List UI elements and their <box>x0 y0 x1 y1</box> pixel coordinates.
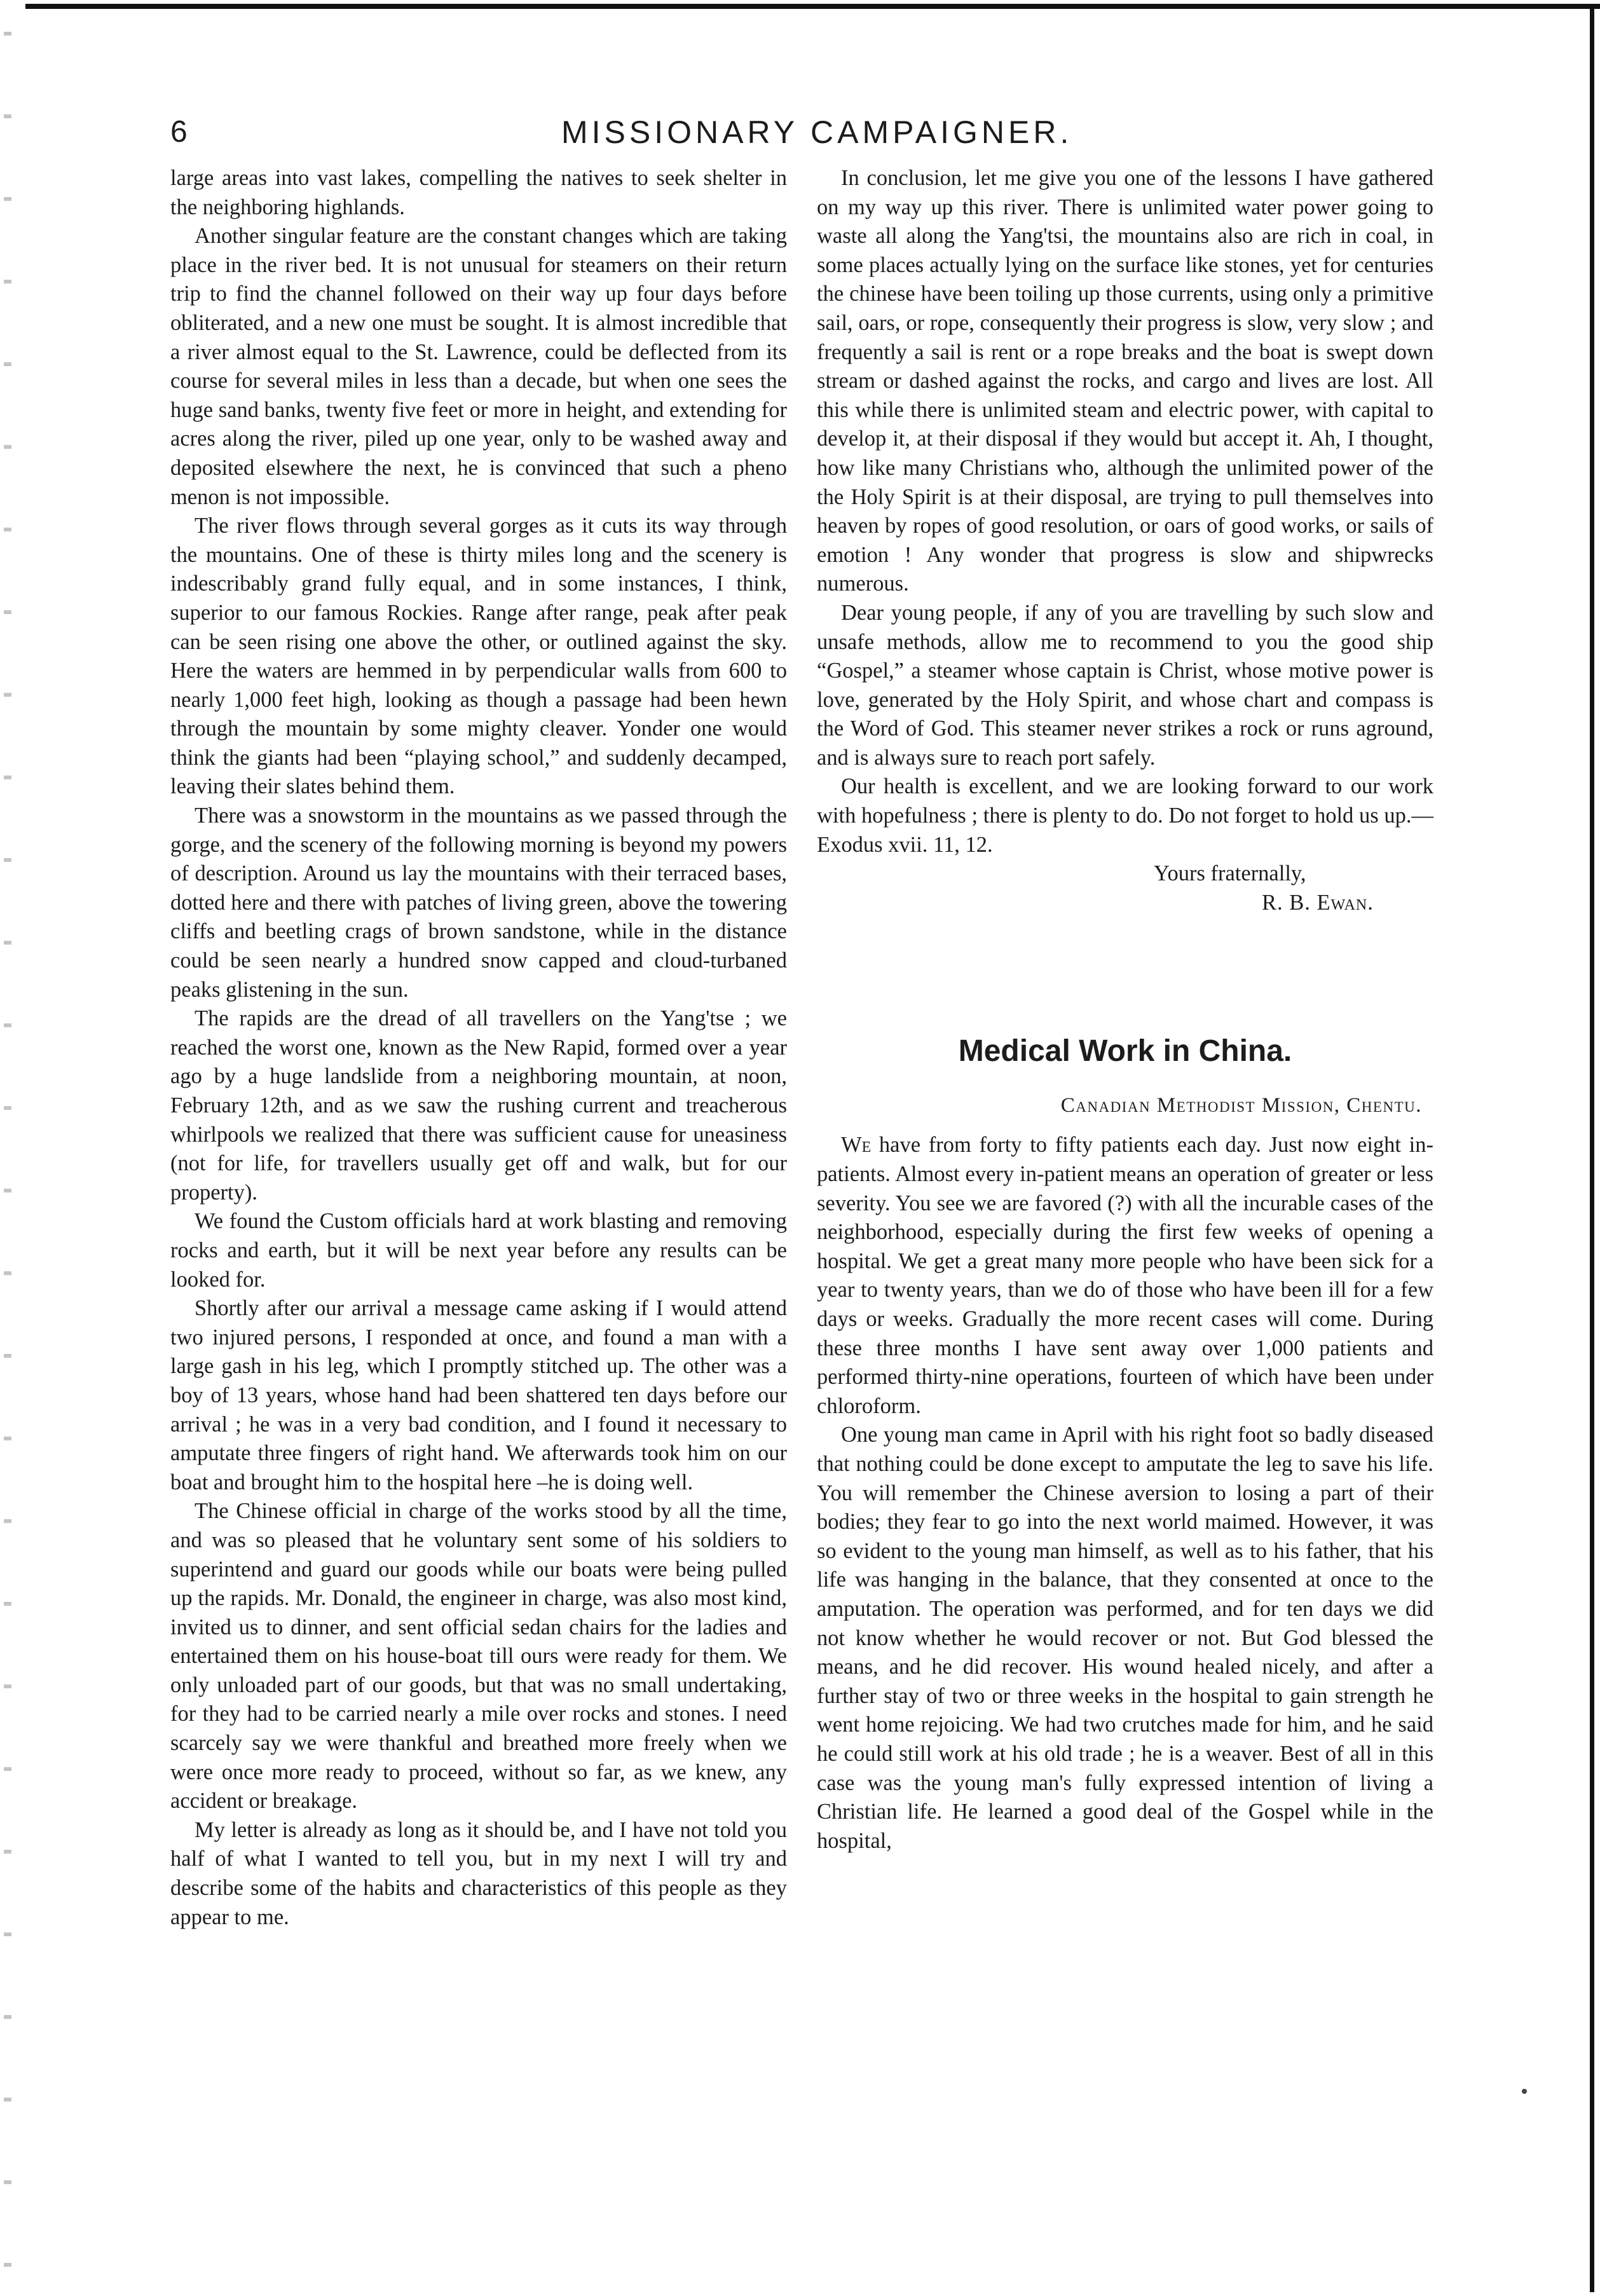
scan-speck <box>1522 2089 1527 2094</box>
journal-title: MISSIONARY CAMPAIGNER. <box>561 114 1073 150</box>
letter-continuation: large areas into vast lakes, compelling the natives to seek shelter in the neighboring highlands. <box>170 166 787 219</box>
page-number: 6 <box>170 115 188 149</box>
letter-signature: R. B. Ewan. <box>1262 890 1374 915</box>
letter-paragraph: Shortly after our arrival a message came asking if I would attend two injured persons, I responded at once, and found a man with a large gash in his leg, which I promptly stitched up. The other was a boy of 13 years, whose hand had been shattered ten days before our arrival ; he was in a very bad condition, and I found it necessary to amputate three fingers of right hand. We afterwards took him on our boat and brought him to the hospital here –he is doing well. <box>170 1296 787 1494</box>
letter-paragraph: We found the Custom officials hard at work blasting and removing rocks and earth, but it will be next year before any results can be looked for. <box>170 1209 787 1292</box>
lead-word: We <box>841 1133 872 1158</box>
letter-paragraph: Our health is excellent, and we are looking forward to our work with hopefulness ; there is plenty to do. Do not forget to hold us up.—Exodus xvii. 11, 12. <box>817 774 1433 857</box>
right-border-rule <box>1590 4 1594 2292</box>
letter-paragraph: My letter is already as long as it should be, and I have not told you half of what I wanted to tell you, but in my next I will try and describe some of the habits and characteristics of this people as they appear to me. <box>170 1817 787 1929</box>
letter-paragraph: Dear young people, if any of you are travelling by such slow and unsafe methods, allow me to recommend to you the good ship “Gospel,” a steamer whose captain is Christ, whose motive power is love, generated by the Holy Spirit, and whose chart and compass is the Word of God. This steamer never strikes a rock or runs aground, and is always sure to reach port safely. <box>817 600 1433 770</box>
letter-paragraph: The rapids are the dread of all travellers on the Yang'tse ; we reached the worst one, known as the New Rapid, formed over a year ago by a huge landslide from a neighboring mountain, at noon, February 12th, and as we saw the rushing current and treacherous whirlpools we realized that there was sufficient cause for uneasiness (not for life, for travellers usually get off and walk, but for our property). <box>170 1006 787 1205</box>
scan-margin-specks <box>4 6 11 2282</box>
top-border-rule <box>25 4 1600 9</box>
article-paragraph: One young man came in April with his right foot so badly diseased that nothing could be done except to amputate the leg to save his life. You will remember the Chinese aversion to losing a part of their bodies; they fear to go into the next world maimed. However, it was so evident to the young man himself, as well as to his father, that his life was hanging in the balance, that they consented at once to the amputation. The operation was performed, and for ten days we did not know whether he would recover or not. But God blessed the means, and he did recover. His wound healed nicely, and after a further stay of two or three weeks in the hospital to gain strength he went home rejoicing. We had two crutches made for him, and he said he could still work at his old trade ; he is a weaver. Best of all in this case was the young man's fully expressed intention of living a Christian life. He learned a good deal of the Gospel while in the hospital, <box>817 1423 1433 1853</box>
left-column <box>170 164 787 1932</box>
letter-paragraph: In conclusion, let me give you one of the lessons I have gathered on my way up this river. There is unlimited water power going to waste all along the Yang'tsi, the mountains also are rich in coal, in some places actually lying on the surface like stones, yet for centuries the chinese have been toiling up those currents, using only a primitive sail, oars, or rope, consequently their progress is slow, very slow ; and frequently a sail is rent or a rope breaks and the boat is swept down stream or dashed against the rocks, and cargo and lives are lost. All this while there is unlimited steam and electric power, with capital to develop it, at their disposal if they would but accept it. Ah, I thought, how like many Christians who, although the unlimited power of the the Holy Spirit is at their disposal, are trying to pull themselves into heaven by ropes of good resolution, or oars of good works, or sails of emotion ! Any wonder that progress is slow and shipwrecks numerous. <box>817 166 1433 596</box>
article-byline: Canadian Methodist Mission, Chentu. <box>1060 1094 1422 1117</box>
letter-paragraph: There was a snowstorm in the mountains as we passed through the gorge, and the scenery of the following morning is beyond my powers of description. Around us lay the mountains with their terraced bases, dotted here and there with patches of living green, above the towering cliffs and beetling crags of brown sandstone, while in the distance could be seen nearly a hundred snow capped and cloud-turbaned peaks glistening in the sun. <box>170 803 787 1002</box>
running-head <box>170 107 1073 158</box>
article-first-paragraph <box>817 1131 1433 1421</box>
right-column <box>817 164 1433 1855</box>
letter-paragraph: The river flows through several gorges as it cuts its way through the mountains. One of these is thirty miles long and the scenery is indescribably grand fully equal, and in some instances, I think, superior to our famous Rockies. Range after range, peak after peak can be seen rising one above the other, or outlined against the sky. Here the waters are hemmed in by perpendicular walls from 600 to nearly 1,000 feet high, looking as though a passage had been hewn through the mountain by some mighty cleaver. Yonder one would think the giants had been “playing school,” and suddenly decamped, leaving their slates behind them. <box>170 514 787 799</box>
letter-valediction: Yours fraternally, <box>1154 861 1306 886</box>
first-paragraph-text: have from forty to fifty patients each day. Just now eight in-patients. Almost every in-patient means an operation of greater or less severity. You see we are favored (?) with all the incurable cases of the neighborhood, especially during the first few weeks of opening a hospital. We get a great many more people who have been sick for a year to twenty years, than we do of those who have been ill for a few days or weeks. Gradually the more recent cases will come. During these three months I have sent away over 1,000 patients and performed thirty-nine operations, fourteen of which have been under chloroform. <box>817 1133 1433 1418</box>
letter-paragraph: Another singular feature are the constant changes which are taking place in the river bed. It is not unusual for steamers on their return trip to find the channel followed on their way up four days before obliterated, and a new one must be sought. It is almost incredible that a river almost equal to the St. Lawrence, could be deflected from its course for several miles in less than a decade, but when one sees the huge sand banks, twenty five feet or more in height, and extending for acres along the river, piled up one year, only to be washed away and deposited elsewhere the next, he is convinced that such a pheno menon is not impossible. <box>170 224 787 509</box>
article-heading: Medical Work in China. <box>958 1034 1292 1069</box>
letter-paragraph: The Chinese official in charge of the works stood by all the time, and was so pleased that he voluntary sent some of his soldiers to superintend and guard our goods while our boats were being pulled up the rapids. Mr. Donald, the engineer in charge, was also most kind, invited us to dinner, and sent official sedan chairs for the ladies and entertained them on his house-boat till ours were ready for them. We only unloaded part of our goods, but that was no small undertaking, for they had to be carried nearly a mile over rocks and stones. I need scarcely say we were thankful and breathed more freely when we were once more ready to proceed, without so far, as we knew, any accident or breakage. <box>170 1499 787 1814</box>
